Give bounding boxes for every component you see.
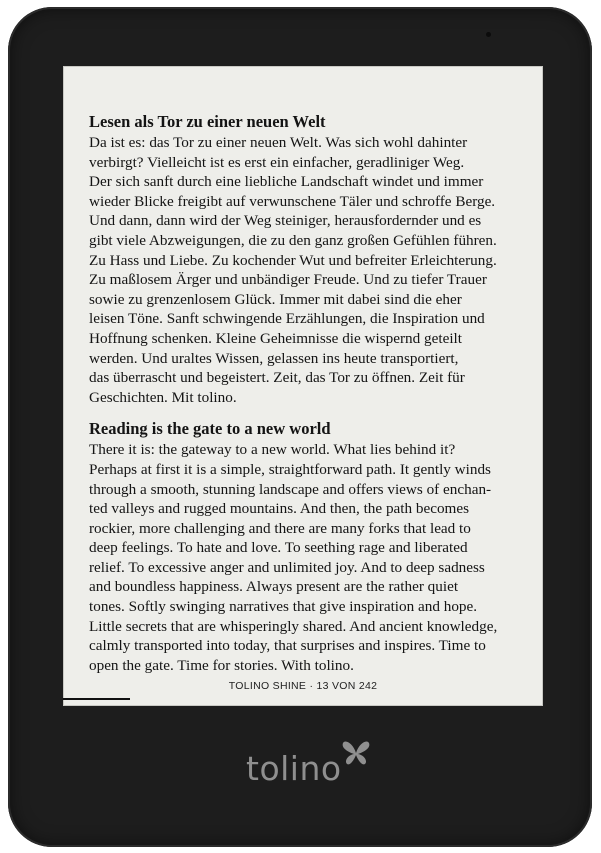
text-line: Hoffnung schenken. Kleine Geheimnisse die wispernd geteilt <box>89 329 462 347</box>
text-line: There it is: the gateway to a new world. What lies behind it? <box>89 441 456 459</box>
text-line: gibt viele Abzweigungen, die zu den ganz großen Gefühlen führen. <box>89 231 497 249</box>
section-german <box>89 112 529 407</box>
reading-progress-bar <box>63 698 543 700</box>
text-line: Zu Hass und Liebe. Zu kochender Wut und befreiter Erleichterung. <box>89 251 497 269</box>
text-line: das überrascht und begeistert. Zeit, das Tor zu öffnen. Zeit für <box>89 369 465 387</box>
section-body <box>89 440 529 675</box>
text-line: wieder Blicke freigibt auf verwunschene Täler und schroffe Berge. <box>89 192 496 210</box>
section-body <box>89 133 529 407</box>
text-line: relief. To excessive anger and unlimited joy. And to deep sadness <box>89 558 485 576</box>
eink-screen[interactable] <box>63 66 543 706</box>
text-line: rockier, more challenging and there are many forks that lead to <box>89 519 471 537</box>
text-line: and boundless happiness. Always present are the rather quiet <box>89 578 459 596</box>
section-heading: Reading is the gate to a new world <box>89 419 331 439</box>
text-line: verbirgt? Vielleicht ist es erst ein einfacher, geradliniger Weg. <box>89 153 465 171</box>
butterfly-logo-icon <box>341 739 371 767</box>
brand-logo: tolino <box>246 749 342 788</box>
text-line: Der sich sanft durch eine liebliche Landschaft windet und immer <box>89 173 484 191</box>
text-line: deep feelings. To hate and love. To seething rage and liberated <box>89 539 468 557</box>
text-line: Da ist es: das Tor zu einer neuen Welt. Was sich wohl dahinter <box>89 134 468 151</box>
text-line: through a smooth, stunning landscape and offers views of enchan- <box>89 480 492 498</box>
text-line: Zu maßlosem Ärger und unbändiger Freude. Und zu tiefer Trauer <box>89 271 487 289</box>
section-heading: Lesen als Tor zu einer neuen Welt <box>89 112 326 131</box>
section-english <box>89 419 529 675</box>
light-sensor <box>486 32 491 37</box>
page-footer: TOLINO SHINE · 13 VON 242 <box>228 680 378 692</box>
text-line: tones. Softly swinging narratives that give inspiration and hope. <box>89 598 478 616</box>
page-content <box>89 112 529 687</box>
text-line: ted valleys and rugged mountains. And then, the path becomes <box>89 500 470 518</box>
text-line: Und dann, dann wird der Weg steiniger, herausfordernder und es <box>89 212 482 230</box>
text-line: open the gate. Time for stories. With tolino. <box>89 656 354 674</box>
text-line: sowie zu grenzenlosem Glück. Immer mit dabei sind die eher <box>89 290 462 308</box>
text-line: calmly transported into today, that surprises and inspires. Time to <box>89 637 486 655</box>
text-line: Geschichten. Mit tolino. <box>89 388 237 406</box>
text-line: Little secrets that are whisperingly shared. And ancient knowledge, <box>89 617 498 635</box>
text-line: Perhaps at first it is a simple, straightforward path. It gently winds <box>89 460 491 478</box>
reading-progress-fill <box>63 698 130 700</box>
text-line: leisen Töne. Sanft schwingende Erzählungen, die Inspiration und <box>89 310 485 328</box>
ereader-device <box>8 7 592 847</box>
text-line: werden. Und uraltes Wissen, gelassen ins heute transportiert, <box>89 349 459 367</box>
